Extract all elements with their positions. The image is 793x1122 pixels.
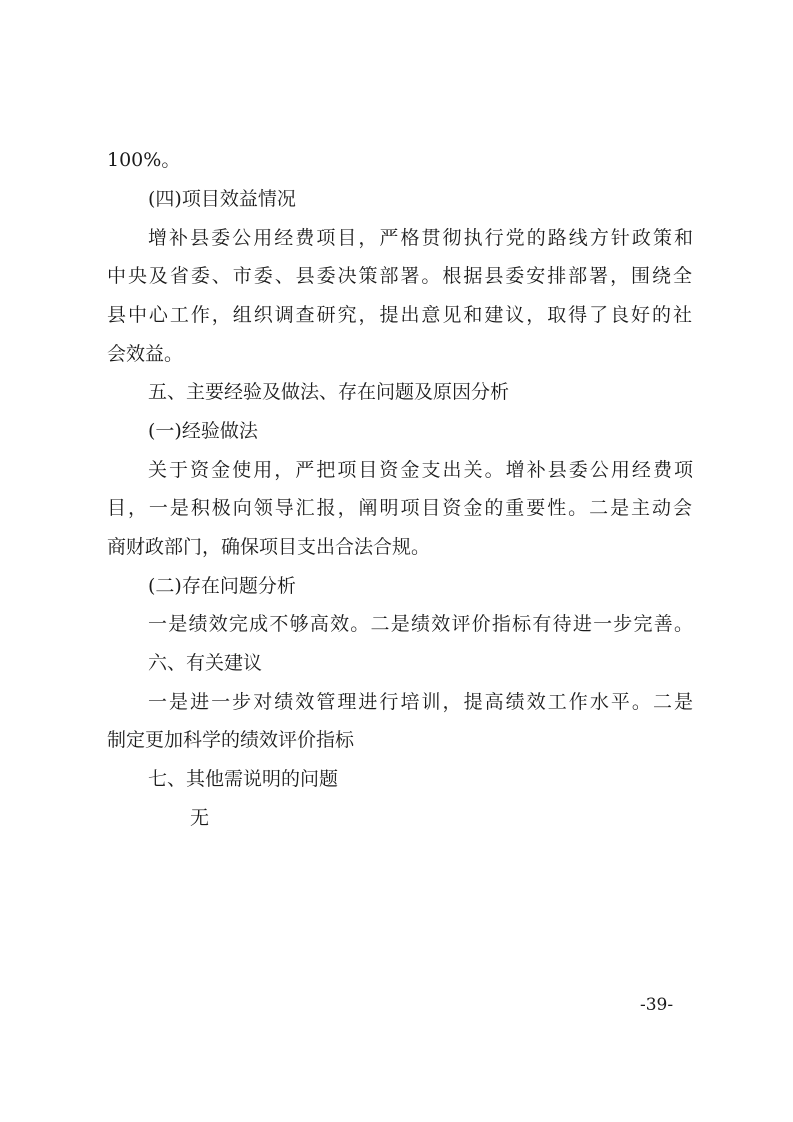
text-line: 会效益。	[107, 343, 184, 365]
text-line: 一是绩效完成不够高效。二是绩效评价指标有待进一步完善。	[148, 613, 693, 635]
text-line: 中央及省委、市委、县委决策部署。根据县委安排部署，围绕全	[107, 265, 692, 287]
section-heading: 六、有关建议	[148, 652, 263, 674]
section-heading: (四)项目效益情况	[148, 188, 296, 210]
section-heading: 七、其他需说明的问题	[148, 768, 339, 790]
section-heading: 五、主要经验及做法、存在问题及原因分析	[148, 381, 510, 403]
text-line: 关于资金使用，严把项目资金支出关。增补县委公用经费项	[148, 459, 693, 481]
section-heading: (二)存在问题分析	[148, 575, 296, 597]
text-line: 县中心工作，组织调查研究，提出意见和建议，取得了良好的社	[107, 304, 692, 326]
text-line: 无	[190, 807, 210, 829]
text-line: 目，一是积极向领导汇报，阐明项目资金的重要性。二是主动会	[107, 497, 692, 519]
text-line: 增补县委公用经费项目，严格贯彻执行党的路线方针政策和	[148, 227, 693, 249]
page-number: -39-	[640, 995, 674, 1015]
section-heading: (一)经验做法	[148, 420, 258, 442]
text-line: 制定更加科学的绩效评价指标	[107, 729, 355, 751]
text-line: 一是进一步对绩效管理进行培训，提高绩效工作水平。二是	[148, 691, 693, 713]
text-line: 100%。	[107, 149, 181, 171]
text-line: 商财政部门，确保项目支出合法合规。	[107, 536, 431, 558]
